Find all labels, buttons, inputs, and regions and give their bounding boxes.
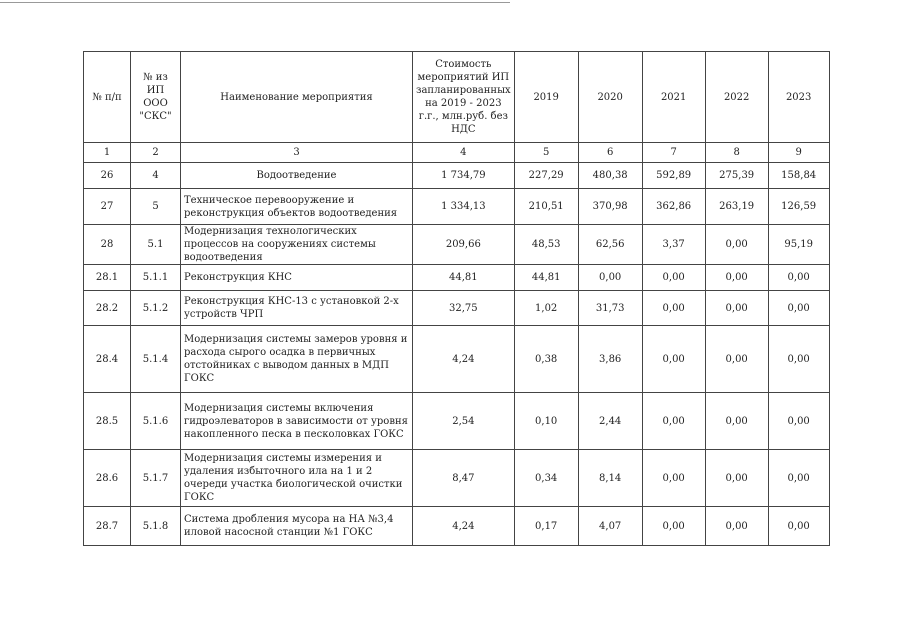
column-number: 4 — [413, 143, 515, 163]
cell-cost-2020: 31,73 — [578, 291, 642, 326]
cell-cost-2023: 126,59 — [768, 189, 829, 225]
cell-total-cost: 1 334,13 — [413, 189, 515, 225]
cell-cost-2019: 0,10 — [514, 393, 578, 450]
cell-cost-2021: 592,89 — [642, 163, 705, 189]
column-number: 8 — [705, 143, 768, 163]
cell-cost-2021: 0,00 — [642, 291, 705, 326]
cell-cost-2020: 370,98 — [578, 189, 642, 225]
cell-cost-2022: 0,00 — [705, 291, 768, 326]
cell-cost-2021: 3,37 — [642, 225, 705, 265]
table-row — [84, 507, 830, 546]
table-row — [84, 225, 830, 265]
cell-cost-2019: 227,29 — [514, 163, 578, 189]
cell-program-number: 4 — [131, 163, 181, 189]
cell-total-cost: 4,24 — [413, 326, 515, 393]
cell-program-number: 5.1.7 — [131, 450, 181, 507]
header-year-2019: 2019 — [514, 52, 578, 143]
cell-cost-2022: 0,00 — [705, 507, 768, 546]
cell-cost-2019: 44,81 — [514, 265, 578, 291]
cell-cost-2021: 0,00 — [642, 393, 705, 450]
cell-measure-name: Модернизация системы включения гидроэлеваторов в зависимости от уровня накопленного песка в песколовках ГОКС — [181, 393, 413, 450]
investment-program-table — [83, 51, 830, 546]
cell-cost-2022: 263,19 — [705, 189, 768, 225]
cell-measure-name: Реконструкция КНС-13 с установкой 2-х устройств ЧРП — [181, 291, 413, 326]
cell-cost-2021: 0,00 — [642, 507, 705, 546]
cell-cost-2023: 95,19 — [768, 225, 829, 265]
cell-program-number: 5.1.1 — [131, 265, 181, 291]
cell-cost-2022: 0,00 — [705, 326, 768, 393]
cell-cost-2023: 0,00 — [768, 326, 829, 393]
cell-measure-name: Реконструкция КНС — [181, 265, 413, 291]
header-row-number: № п/п — [84, 52, 131, 143]
cell-cost-2019: 1,02 — [514, 291, 578, 326]
cell-row-number: 27 — [84, 189, 131, 225]
cell-cost-2020: 480,38 — [578, 163, 642, 189]
table-row — [84, 291, 830, 326]
cell-cost-2021: 0,00 — [642, 450, 705, 507]
cell-cost-2023: 0,00 — [768, 507, 829, 546]
cell-measure-name: Техническое перевооружение и реконструкция объектов водоотведения — [181, 189, 413, 225]
column-number: 5 — [514, 143, 578, 163]
cell-cost-2022: 0,00 — [705, 225, 768, 265]
table-header-row — [84, 52, 830, 143]
column-number: 6 — [578, 143, 642, 163]
cell-row-number: 28.2 — [84, 291, 131, 326]
cell-program-number: 5.1.4 — [131, 326, 181, 393]
cell-row-number: 28.4 — [84, 326, 131, 393]
table-row — [84, 450, 830, 507]
cell-program-number: 5.1.8 — [131, 507, 181, 546]
cell-cost-2023: 0,00 — [768, 393, 829, 450]
cell-cost-2020: 0,00 — [578, 265, 642, 291]
table-row — [84, 189, 830, 225]
table-row — [84, 265, 830, 291]
cell-cost-2019: 0,34 — [514, 450, 578, 507]
cell-cost-2019: 0,38 — [514, 326, 578, 393]
cell-total-cost: 32,75 — [413, 291, 515, 326]
header-year-2023: 2023 — [768, 52, 829, 143]
cell-cost-2023: 0,00 — [768, 265, 829, 291]
header-year-2021: 2021 — [642, 52, 705, 143]
cell-total-cost: 4,24 — [413, 507, 515, 546]
cell-row-number: 28.7 — [84, 507, 131, 546]
cell-measure-name: Система дробления мусора на НА №3,4 иловой насосной станции №1 ГОКС — [181, 507, 413, 546]
header-total-cost: Стоимость мероприятий ИП запланированных на 2019 - 2023 г.г., млн.руб. без НДС — [413, 52, 515, 143]
header-program-number: № из ИП ООО "СКС" — [131, 52, 181, 143]
cell-cost-2023: 0,00 — [768, 450, 829, 507]
cell-cost-2019: 210,51 — [514, 189, 578, 225]
cell-cost-2023: 0,00 — [768, 291, 829, 326]
cell-row-number: 28.1 — [84, 265, 131, 291]
cell-total-cost: 2,54 — [413, 393, 515, 450]
scan-top-edge-line — [0, 2, 510, 3]
table-row — [84, 326, 830, 393]
column-number: 9 — [768, 143, 829, 163]
column-number: 1 — [84, 143, 131, 163]
cell-measure-name: Модернизация системы замеров уровня и расхода сырого осадка в первичных отстойниках с выводом данных в МДП ГОКС — [181, 326, 413, 393]
cell-cost-2023: 158,84 — [768, 163, 829, 189]
cell-program-number: 5.1 — [131, 225, 181, 265]
cell-measure-name: Модернизация технологических процессов на сооружениях системы водоотведения — [181, 225, 413, 265]
table-row — [84, 163, 830, 189]
cell-cost-2021: 0,00 — [642, 326, 705, 393]
table-row — [84, 393, 830, 450]
column-number: 7 — [642, 143, 705, 163]
column-number: 3 — [181, 143, 413, 163]
cell-program-number: 5 — [131, 189, 181, 225]
cell-total-cost: 1 734,79 — [413, 163, 515, 189]
cell-measure-name: Модернизация системы измерения и удаления избыточного ила на 1 и 2 очереди участка биологической очистки ГОКС — [181, 450, 413, 507]
cell-cost-2021: 0,00 — [642, 265, 705, 291]
cell-cost-2020: 8,14 — [578, 450, 642, 507]
cell-total-cost: 209,66 — [413, 225, 515, 265]
cell-cost-2022: 0,00 — [705, 393, 768, 450]
cell-cost-2022: 275,39 — [705, 163, 768, 189]
header-year-2020: 2020 — [578, 52, 642, 143]
cell-row-number: 26 — [84, 163, 131, 189]
cell-cost-2020: 4,07 — [578, 507, 642, 546]
cell-total-cost: 8,47 — [413, 450, 515, 507]
cell-measure-name: Водоотведение — [181, 163, 413, 189]
cell-cost-2020: 2,44 — [578, 393, 642, 450]
cell-cost-2020: 3,86 — [578, 326, 642, 393]
cell-program-number: 5.1.6 — [131, 393, 181, 450]
cell-program-number: 5.1.2 — [131, 291, 181, 326]
column-number: 2 — [131, 143, 181, 163]
header-year-2022: 2022 — [705, 52, 768, 143]
cell-row-number: 28 — [84, 225, 131, 265]
table-body — [84, 163, 830, 546]
cell-cost-2020: 62,56 — [578, 225, 642, 265]
cell-cost-2022: 0,00 — [705, 265, 768, 291]
column-number-row — [84, 143, 830, 163]
cell-cost-2019: 0,17 — [514, 507, 578, 546]
header-measure-name: Наименование мероприятия — [181, 52, 413, 143]
cell-cost-2019: 48,53 — [514, 225, 578, 265]
cell-row-number: 28.6 — [84, 450, 131, 507]
cell-total-cost: 44,81 — [413, 265, 515, 291]
cell-cost-2021: 362,86 — [642, 189, 705, 225]
cell-row-number: 28.5 — [84, 393, 131, 450]
cell-cost-2022: 0,00 — [705, 450, 768, 507]
